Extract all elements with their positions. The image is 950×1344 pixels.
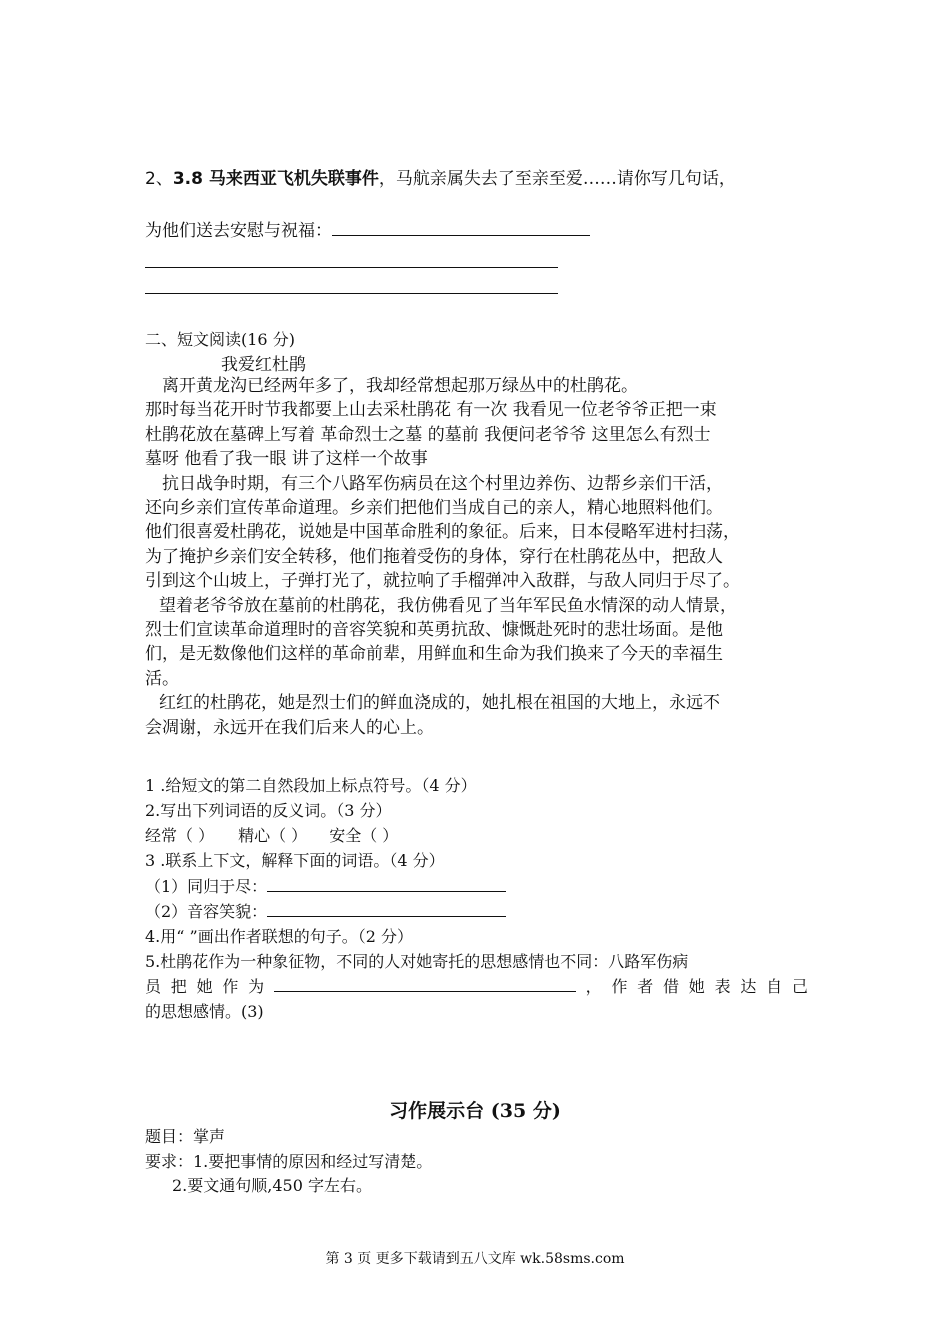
passage-p2-line: 墓呀 他看了我一眼 讲了这样一个故事 xyxy=(145,449,428,470)
q5-char: ， xyxy=(585,977,602,996)
q2-answer-line-2[interactable] xyxy=(145,293,558,294)
q3-item-a-blank[interactable] xyxy=(267,874,506,892)
q3-item-a xyxy=(145,874,506,897)
passage-p3-line: 他们很喜爱杜鹃花，说她是中国革命胜利的象征。后来，日本侵略军进村扫荡， xyxy=(145,522,740,543)
passage-p4-line: 望着老爷爷放在墓前的杜鹃花，我仿佛看见了当年军民鱼水情深的动人情景， xyxy=(159,595,737,616)
q5-char: 她 xyxy=(688,977,705,996)
q2-line1 xyxy=(145,164,736,189)
q3-item-b xyxy=(145,899,506,922)
q5-answer-blank[interactable] xyxy=(274,974,576,992)
passage-p1: 离开黄龙沟已经两年多了，我却经常想起那万绿丛中的杜鹃花。 xyxy=(162,376,638,396)
passage xyxy=(145,374,810,740)
q5-char: 她 xyxy=(196,977,213,996)
q2-answer-line-1[interactable] xyxy=(145,267,558,268)
q3-item-b-label: （2）音容笑貌： xyxy=(145,902,268,921)
passage-title: 我爱红杜鹃 xyxy=(221,355,306,375)
q5-char: 己 xyxy=(791,977,808,996)
passage-p2-line: 那时每当花开时节我都要上山去采杜鹃花 有一次 我看见一位老爷爷正把一束 xyxy=(145,400,717,421)
passage-p3-line: 引到这个山坡上，子弹打光了，就拉响了手榴弹冲入敌群，与敌人同归于尽了。 xyxy=(145,571,740,592)
passage-p3-line: 还向乡亲们宣传革命道理。乡亲们把他们当成自己的亲人，精心地照料他们。 xyxy=(145,498,723,519)
passage-p3-line: 抗日战争时期，有三个八路军伤病员在这个村里边养伤、边帮乡亲们干活， xyxy=(162,473,723,494)
q2-event: 3.8 马来西亚飞机失联事件 xyxy=(172,169,379,189)
passage-p2-line: 杜鹃花放在墓碑上写着 革命烈士之墓 的墓前 我便问老爷爷 这里怎么有烈士 xyxy=(145,424,711,445)
question-1: 1 .给短文的第二自然段加上标点符号。（4 分） xyxy=(145,776,477,795)
passage-p5-line: 会凋谢，永远开在我们后来人的心上。 xyxy=(145,717,434,738)
passage-p5-line: 红红的杜鹃花，她是烈士们的鲜血浇成的，她扎根在祖国的大地上，永远不 xyxy=(159,693,720,714)
question-5-line2 xyxy=(145,974,808,997)
q2-prompt: 为他们送去安慰与祝福： xyxy=(145,221,332,241)
antonym-item[interactable]: 安全（ ） xyxy=(329,826,399,845)
q2-line2 xyxy=(145,216,590,241)
q2-answer-blank[interactable] xyxy=(332,217,590,236)
question-5-line3: 的思想感情。(3) xyxy=(145,1002,264,1021)
passage-p4-line: 活。 xyxy=(145,668,179,689)
antonym-item[interactable]: 精心（ ） xyxy=(238,826,308,845)
q3-item-a-label: （1）同归于尽： xyxy=(145,877,268,896)
writing-title: 习作展示台 (35 分) xyxy=(389,1100,561,1122)
section2-heading: 二、短文阅读(16 分) xyxy=(145,330,295,349)
q5-char: 员 xyxy=(145,977,162,996)
q5-char: 把 xyxy=(170,977,187,996)
question-4: 4.用“ ”画出作者联想的句子。（2 分） xyxy=(145,927,413,946)
q5-char: 达 xyxy=(740,977,757,996)
passage-p4-line: 们，是无数像他们这样的革命前辈，用鲜血和生命为我们换来了今天的幸福生 xyxy=(145,644,723,665)
question-2: 2.写出下列词语的反义词。（3 分） xyxy=(145,801,392,820)
page-footer: 第 3 页 更多下载请到五八文库 wk.58sms.com xyxy=(325,1251,625,1267)
q5-char: 作 xyxy=(222,977,239,996)
writing-topic: 题目：掌声 xyxy=(145,1127,226,1146)
question-5-line1: 5.杜鹃花作为一种象征物，不同的人对她寄托的思想感情也不同：八路军伤病 xyxy=(145,952,689,971)
q2-number: 2、 xyxy=(145,169,173,189)
q5-char: 作 xyxy=(611,977,628,996)
antonym-row xyxy=(145,823,398,846)
q2-text: ，马航亲属失去了至亲至爱……请你写几句话， xyxy=(378,169,736,189)
question-3: 3 .联系上下文，解释下面的词语。（4 分） xyxy=(145,851,445,870)
q3-item-b-blank[interactable] xyxy=(267,899,506,917)
q5-char: 表 xyxy=(714,977,731,996)
passage-p3-line: 为了掩护乡亲们安全转移，他们拖着受伤的身体，穿行在杜鹃花丛中，把敌人 xyxy=(145,546,723,567)
q5-char: 者 xyxy=(637,977,654,996)
q5-char: 借 xyxy=(663,977,680,996)
q5-char: 自 xyxy=(766,977,783,996)
writing-requirement-2: 2.要文通句顺,450 字左右。 xyxy=(172,1176,372,1195)
antonym-item[interactable]: 经常（ ） xyxy=(145,826,215,845)
q5-char: 为 xyxy=(248,977,265,996)
writing-requirement-1: 要求：1.要把事情的原因和经过写清楚。 xyxy=(145,1152,433,1171)
passage-p4-line: 烈士们宣读革命道理时的音容笑貌和英勇抗敌、慷慨赴死时的悲壮场面。是他 xyxy=(145,620,723,641)
